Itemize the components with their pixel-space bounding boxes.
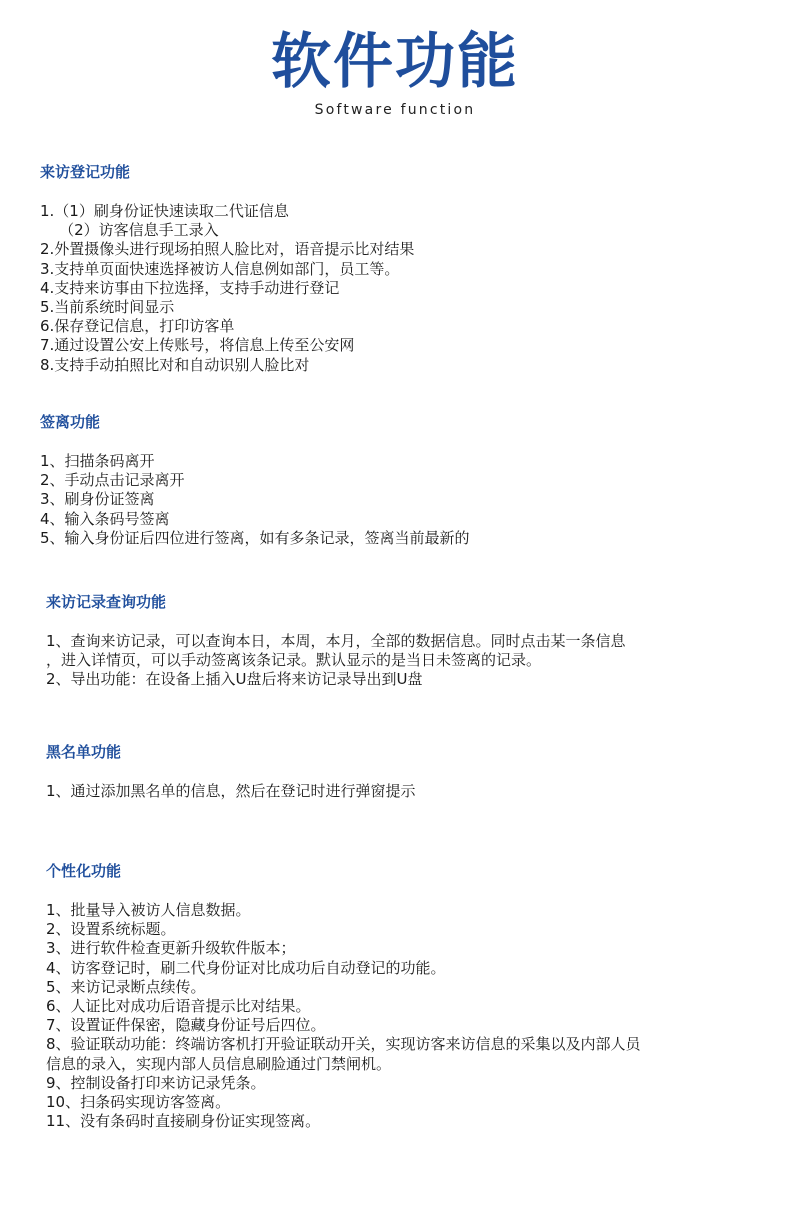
section-visit-record-query — [46, 592, 766, 690]
list-item: 2、导出功能：在设备上插入U盘后将来访记录导出到U盘 — [46, 670, 423, 689]
list-item: 2、手动点击记录离开 — [40, 471, 185, 490]
list-item: 9、控制设备打印来访记录凭条。 — [46, 1073, 266, 1092]
feature-list — [46, 782, 766, 801]
list-item: 6.保存登记信息，打印访客单 — [40, 317, 235, 336]
list-item: ，进入详情页，可以手动签离该条记录。默认显示的是当日未签离的记录。 — [46, 651, 542, 670]
section-heading: 来访登记功能 — [40, 163, 131, 181]
list-item: 1、扫描条码离开 — [40, 452, 155, 470]
list-item: 5、输入身份证后四位进行签离，如有多条记录，签离当前最新的 — [40, 528, 470, 547]
list-item: 3、进行软件检查更新升级软件版本； — [46, 939, 296, 958]
list-item: 10、扫条码实现访客签离。 — [46, 1093, 231, 1112]
page-subtitle: Software function — [314, 102, 476, 118]
list-item: 8、验证联动功能：终端访客机打开验证联动开关，实现访客来访信息的采集以及内部人员 — [46, 1035, 641, 1054]
list-item: 5、来访记录断点续传。 — [46, 977, 206, 996]
list-item: 4、输入条码号签离 — [40, 509, 170, 528]
list-item: 6、人证比对成功后语音提示比对结果。 — [46, 997, 311, 1016]
list-item: 3.支持单页面快速选择被访人信息例如部门，员工等。 — [40, 259, 400, 278]
section-heading: 黑名单功能 — [46, 743, 122, 761]
feature-list — [46, 632, 766, 690]
list-item: 7.通过设置公安上传账号，将信息上传至公安网 — [40, 336, 355, 355]
list-item: 1.（1）刷身份证快速读取二代证信息 — [40, 202, 289, 220]
section-sign-out — [40, 412, 760, 548]
section-heading: 来访记录查询功能 — [46, 593, 167, 611]
list-item: 8.支持手动拍照比对和自动识别人脸比对 — [40, 355, 310, 374]
list-item: 11、没有条码时直接刷身份证实现签离。 — [46, 1112, 321, 1131]
list-item: 信息的录入，实现内部人员信息刷脸通过门禁闸机。 — [46, 1054, 392, 1073]
list-item: 1、查询来访记录，可以查询本日，本周，本月，全部的数据信息。同时点击某一条信息 — [46, 632, 626, 650]
list-item: （2）访客信息手工录入 — [40, 221, 219, 240]
section-blacklist — [46, 742, 766, 801]
list-item: 1、通过添加黑名单的信息，然后在登记时进行弹窗提示 — [46, 782, 416, 800]
list-item: 2、设置系统标题。 — [46, 920, 176, 939]
list-item: 2.外置摄像头进行现场拍照人脸比对，语音提示比对结果 — [40, 240, 415, 259]
list-item: 3、刷身份证签离 — [40, 490, 155, 509]
section-personalization — [46, 861, 766, 1131]
section-visitor-registration — [40, 162, 760, 375]
list-item: 4.支持来访事由下拉选择，支持手动进行登记 — [40, 278, 340, 297]
feature-list — [40, 202, 760, 375]
page-title: 软件功能 — [271, 27, 519, 97]
section-heading: 签离功能 — [40, 413, 101, 431]
list-item: 1、批量导入被访人信息数据。 — [46, 901, 251, 919]
section-heading: 个性化功能 — [46, 862, 122, 880]
list-item: 5.当前系统时间显示 — [40, 298, 175, 317]
list-item: 4、访客登记时，刷二代身份证对比成功后自动登记的功能。 — [46, 958, 446, 977]
feature-list — [40, 452, 760, 548]
feature-list — [46, 901, 766, 1131]
list-item: 7、设置证件保密，隐藏身份证号后四位。 — [46, 1016, 326, 1035]
